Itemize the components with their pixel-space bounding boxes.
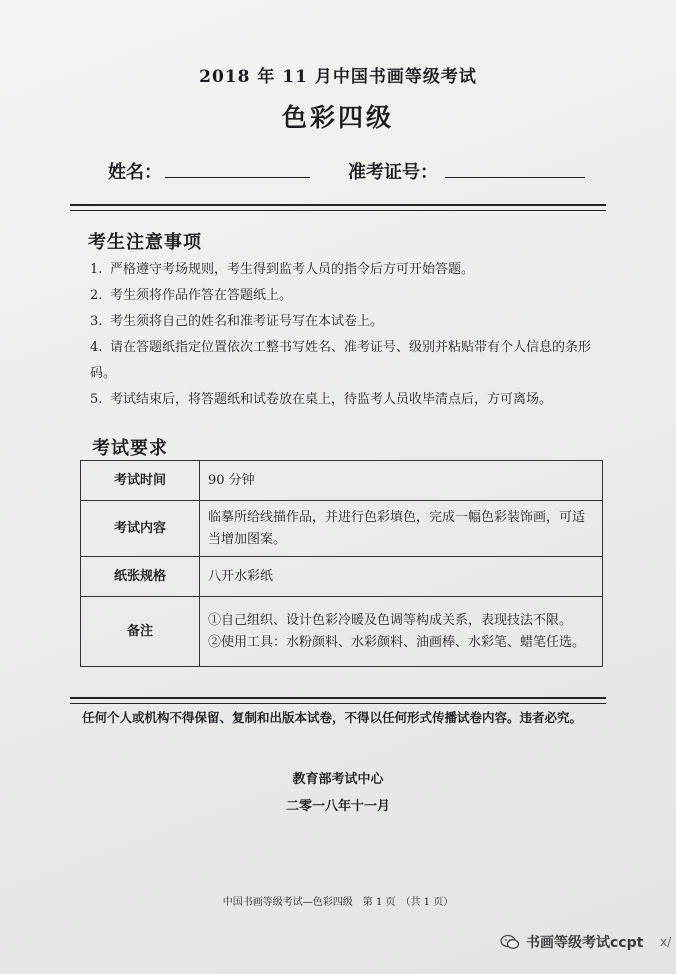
- exam-title: 2018 年 11 月中国书画等级考试: [199, 67, 477, 87]
- row-value: 八开水彩纸: [200, 557, 603, 597]
- notice-item: 4. 请在答题纸指定位置依次工整书写姓名、准考证号、级别并粘贴带有个人信息的条形码。: [90, 340, 592, 381]
- footer-divider-thick: [70, 697, 606, 699]
- remark-line-2: ②使用工具：水粉颜料、水彩颜料、油画棒、水彩笔、蜡笔任选。: [208, 634, 586, 650]
- name-label: 姓名：: [108, 162, 162, 183]
- name-blank-line: [165, 177, 310, 178]
- notice-item: 5. 考试结束后，将答题纸和试卷放在桌上，待监考人员收毕清点后，方可离场。: [90, 392, 553, 407]
- requirements-table: [80, 460, 603, 667]
- row-key: 考试时间: [81, 461, 200, 501]
- remark-line-1: ①自己组织、设计色彩冷暖及色调等构成关系，表现技法不限。: [208, 612, 573, 628]
- copyright-warning: 任何个人或机构不得保留、复制和出版本试卷，不得以任何形式传播试卷内容。违者必究。: [82, 710, 583, 725]
- notice-item: 2. 考生须将作品作答在答题纸上。: [90, 288, 293, 303]
- subject-title: 色彩四级: [281, 103, 394, 132]
- table-row: [81, 461, 603, 501]
- footer-divider-thin: [70, 703, 606, 704]
- row-key: 备注: [81, 597, 200, 667]
- notices-list: [90, 257, 610, 413]
- exam-id-blank-line: [445, 177, 585, 178]
- wechat-icon: [500, 934, 520, 950]
- row-value: [200, 597, 603, 667]
- table-row: [81, 597, 603, 667]
- header-divider-thick: [70, 204, 606, 206]
- row-value: 90 分钟: [200, 461, 603, 501]
- table-row: [81, 501, 603, 557]
- page-footer: 中国书画等级考试—色彩四级 第 1 页 （共 1 页）: [222, 897, 454, 908]
- issue-date: 二零一八年十一月: [285, 799, 390, 814]
- corner-mark: ⅹ/: [660, 935, 672, 949]
- watermark-text: 书画等级考试ccpt: [526, 935, 644, 951]
- issuer: 教育部考试中心: [292, 772, 384, 787]
- notice-item: 3. 考生须将自己的姓名和准考证号写在本试卷上。: [90, 314, 384, 329]
- exam-id-label: 准考证号：: [348, 162, 438, 183]
- notice-item: 1. 严格遵守考场规则，考生得到监考人员的指令后方可开始答题。: [90, 262, 475, 277]
- header-divider-thin: [70, 210, 606, 211]
- row-key: 纸张规格: [81, 557, 200, 597]
- watermark: [500, 932, 643, 952]
- row-key: 考试内容: [81, 501, 200, 557]
- row-value: 临摹所给线描作品，并进行色彩填色，完成一幅色彩装饰画，可适当增加图案。: [200, 501, 603, 557]
- requirements-heading: 考试要求: [92, 438, 168, 459]
- table-row: [81, 557, 603, 597]
- notices-heading: 考生注意事项: [88, 232, 202, 253]
